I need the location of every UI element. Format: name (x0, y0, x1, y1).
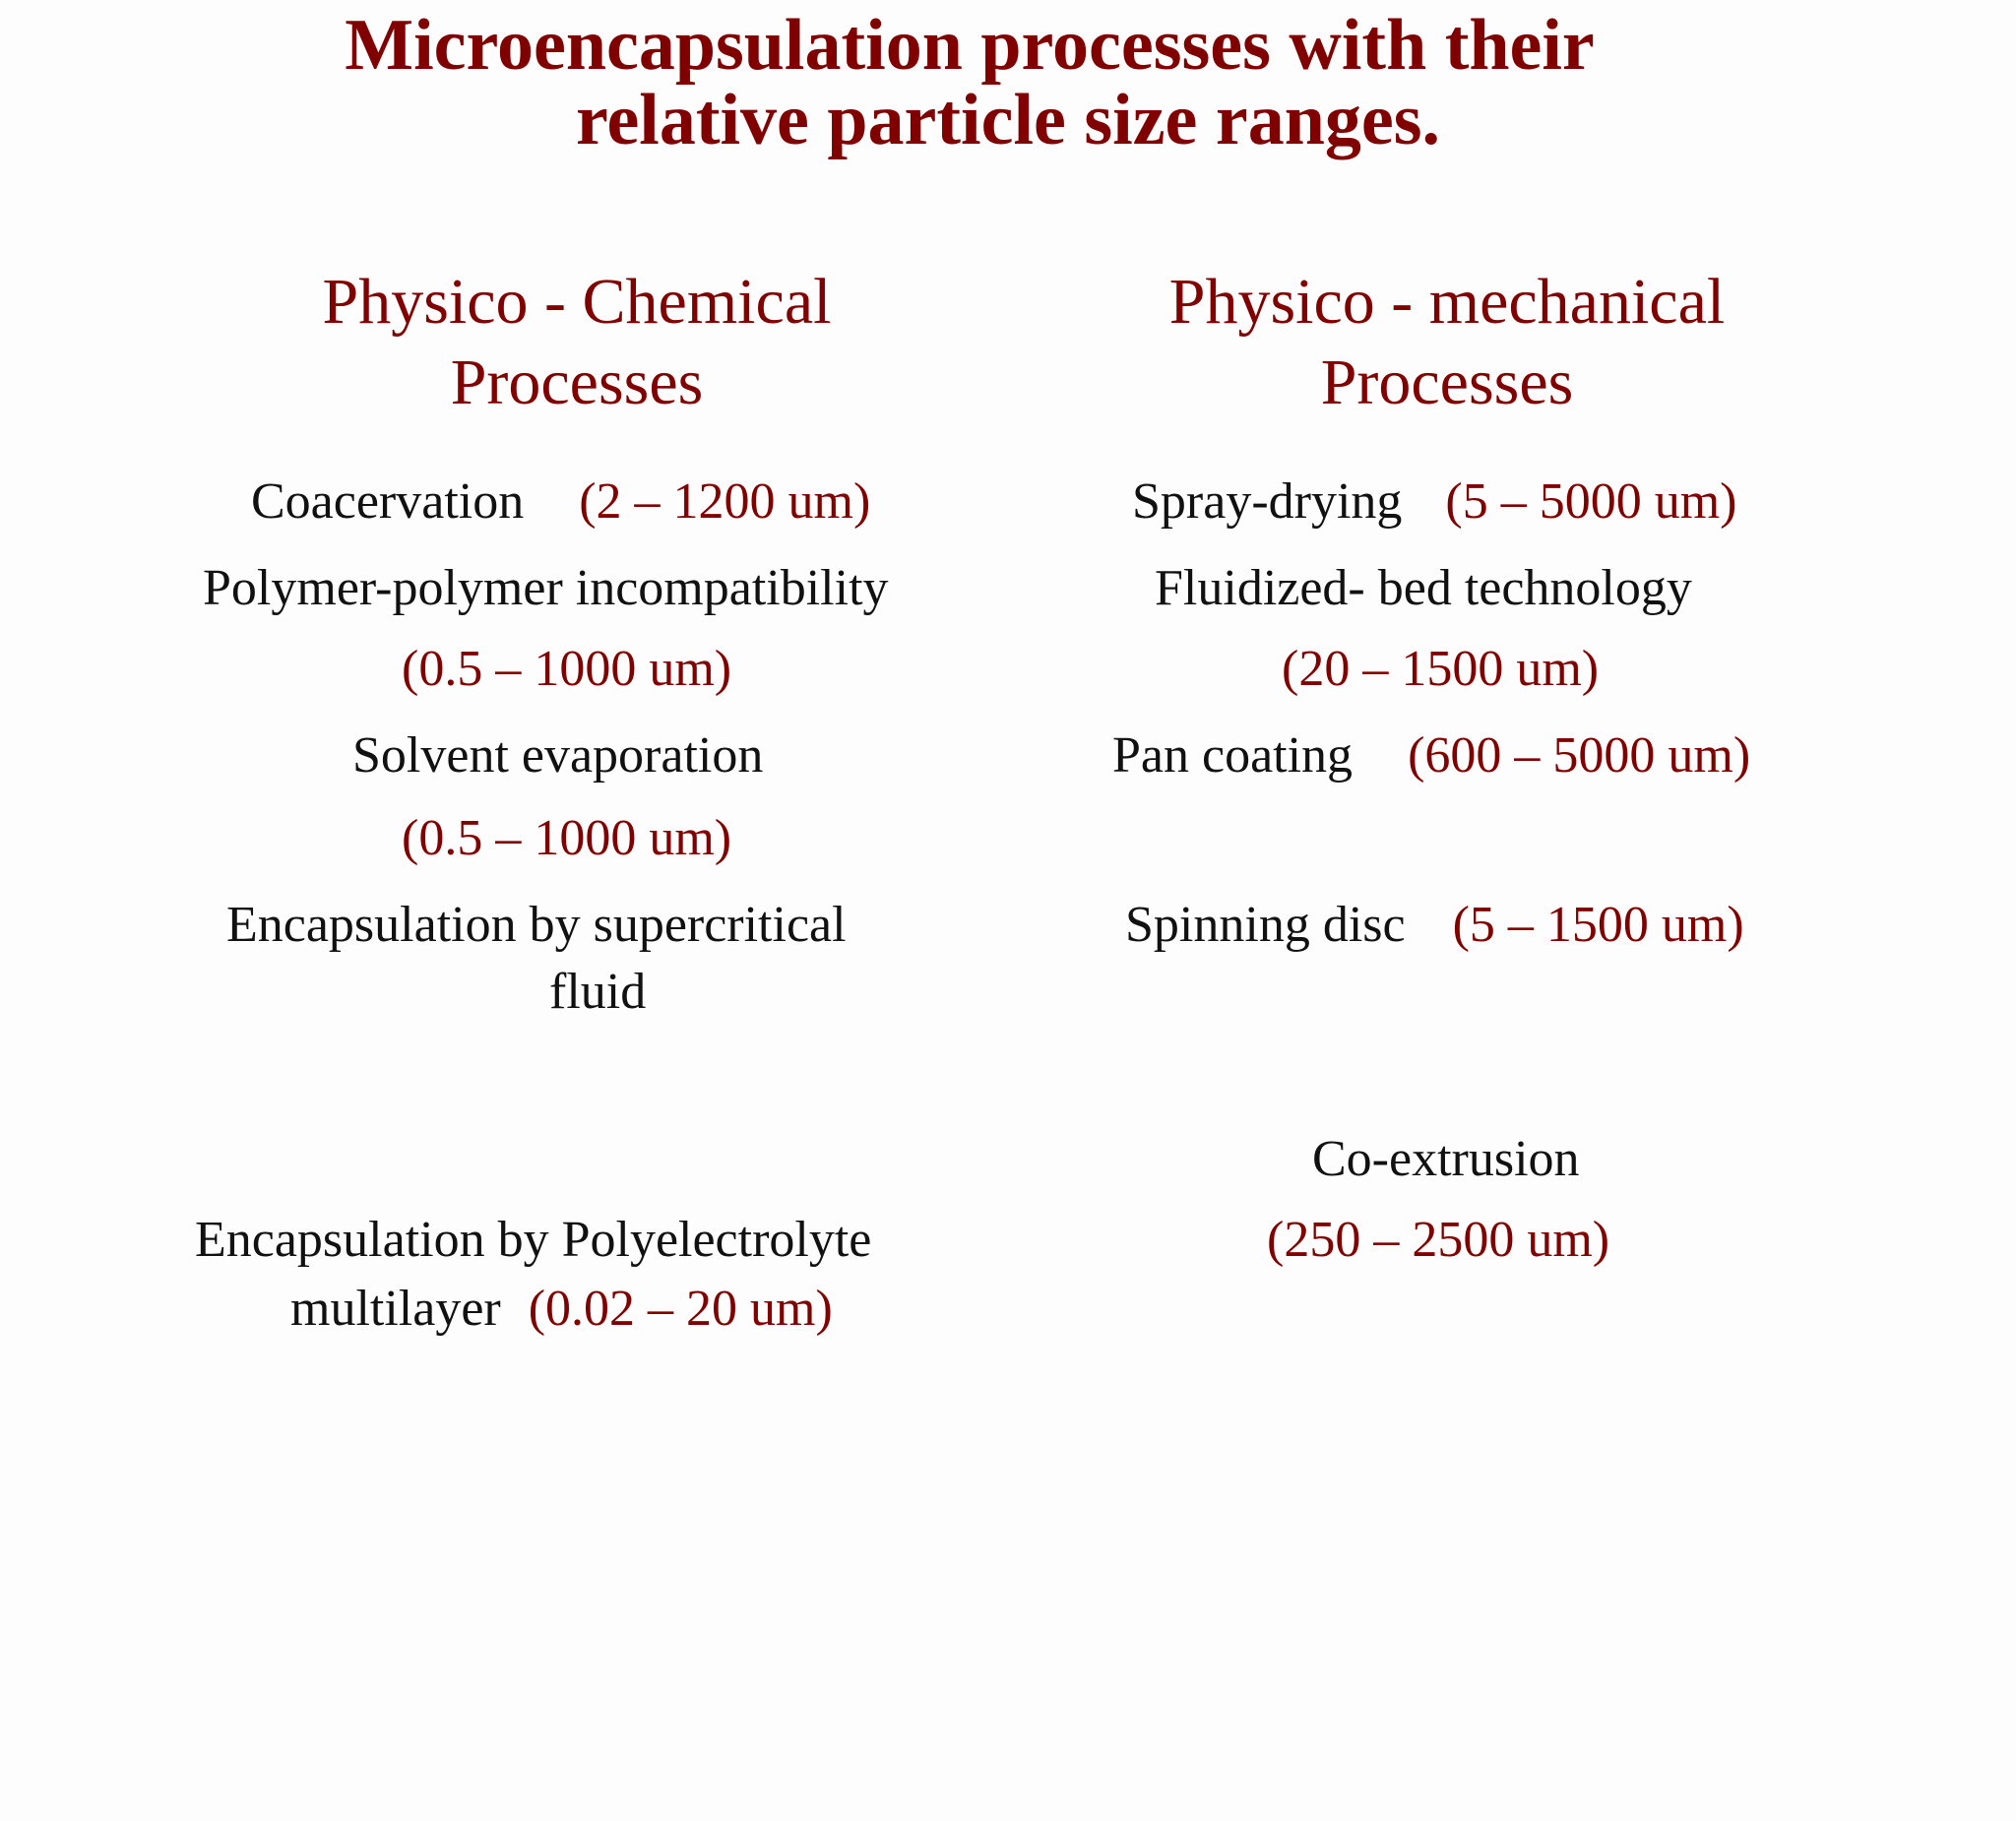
left-heading-line-2: Processes (450, 346, 704, 418)
process-name: Co-extrusion (1312, 1131, 1580, 1187)
process-name: Coacervation (251, 473, 525, 530)
process-solvent-range (402, 807, 731, 870)
process-fluidized-bed-range (1282, 638, 1599, 701)
right-column-heading (1053, 262, 1841, 423)
size-range: (250 – 2500 um) (1267, 1212, 1610, 1268)
process-polymer-polymer-incompatibility (203, 557, 889, 620)
right-heading-line-2: Processes (1320, 346, 1574, 418)
process-supercritical-fluid-line-2 (549, 961, 646, 1024)
process-name-line-2: multilayer (290, 1281, 501, 1337)
process-name: Polymer-polymer incompatibility (203, 560, 889, 616)
size-range: (0.02 – 20 um) (528, 1281, 833, 1337)
size-range: (5 – 1500 um) (1452, 897, 1744, 953)
process-name: Pan coating (1112, 727, 1354, 784)
process-co-extrusion (1312, 1128, 1580, 1191)
process-name-line-2: fluid (549, 964, 647, 1020)
process-name: Solvent evaporation (352, 727, 764, 784)
size-range: (0.5 – 1000 um) (402, 810, 732, 866)
process-name-line-1: Encapsulation by supercritical (226, 897, 847, 953)
process-coacervation (251, 471, 870, 534)
page-title (0, 5, 2016, 160)
process-polyelectrolyte-line-2 (290, 1278, 833, 1341)
process-supercritical-fluid (226, 894, 847, 957)
process-pan-coating (1112, 724, 1750, 787)
process-name-line-1: Encapsulation by Polyelectrolyte (195, 1212, 872, 1268)
process-polyelectrolyte-multilayer (195, 1209, 871, 1272)
size-range: (0.5 – 1000 um) (402, 641, 732, 697)
process-name: Spray-drying (1132, 473, 1403, 530)
process-name: Spinning disc (1125, 897, 1406, 953)
process-spinning-disc (1125, 894, 1744, 957)
title-line-2: relative particle size ranges. (575, 80, 1441, 160)
size-range: (600 – 5000 um) (1408, 727, 1751, 784)
process-co-extrusion-range (1267, 1209, 1609, 1272)
process-name: Fluidized- bed technology (1155, 560, 1692, 616)
right-heading-line-1: Physico - mechanical (1168, 266, 1726, 338)
size-range: (5 – 5000 um) (1445, 473, 1737, 530)
process-polymer-range (402, 638, 731, 701)
title-line-1: Microencapsulation processes with their (345, 5, 1595, 86)
process-solvent-evaporation (352, 724, 763, 787)
size-range: (2 – 1200 um) (579, 473, 871, 530)
left-column-heading (183, 262, 971, 423)
process-spray-drying (1132, 471, 1737, 534)
size-range: (20 – 1500 um) (1282, 641, 1600, 697)
left-heading-line-1: Physico - Chemical (322, 266, 832, 338)
process-fluidized-bed (1155, 557, 1692, 620)
